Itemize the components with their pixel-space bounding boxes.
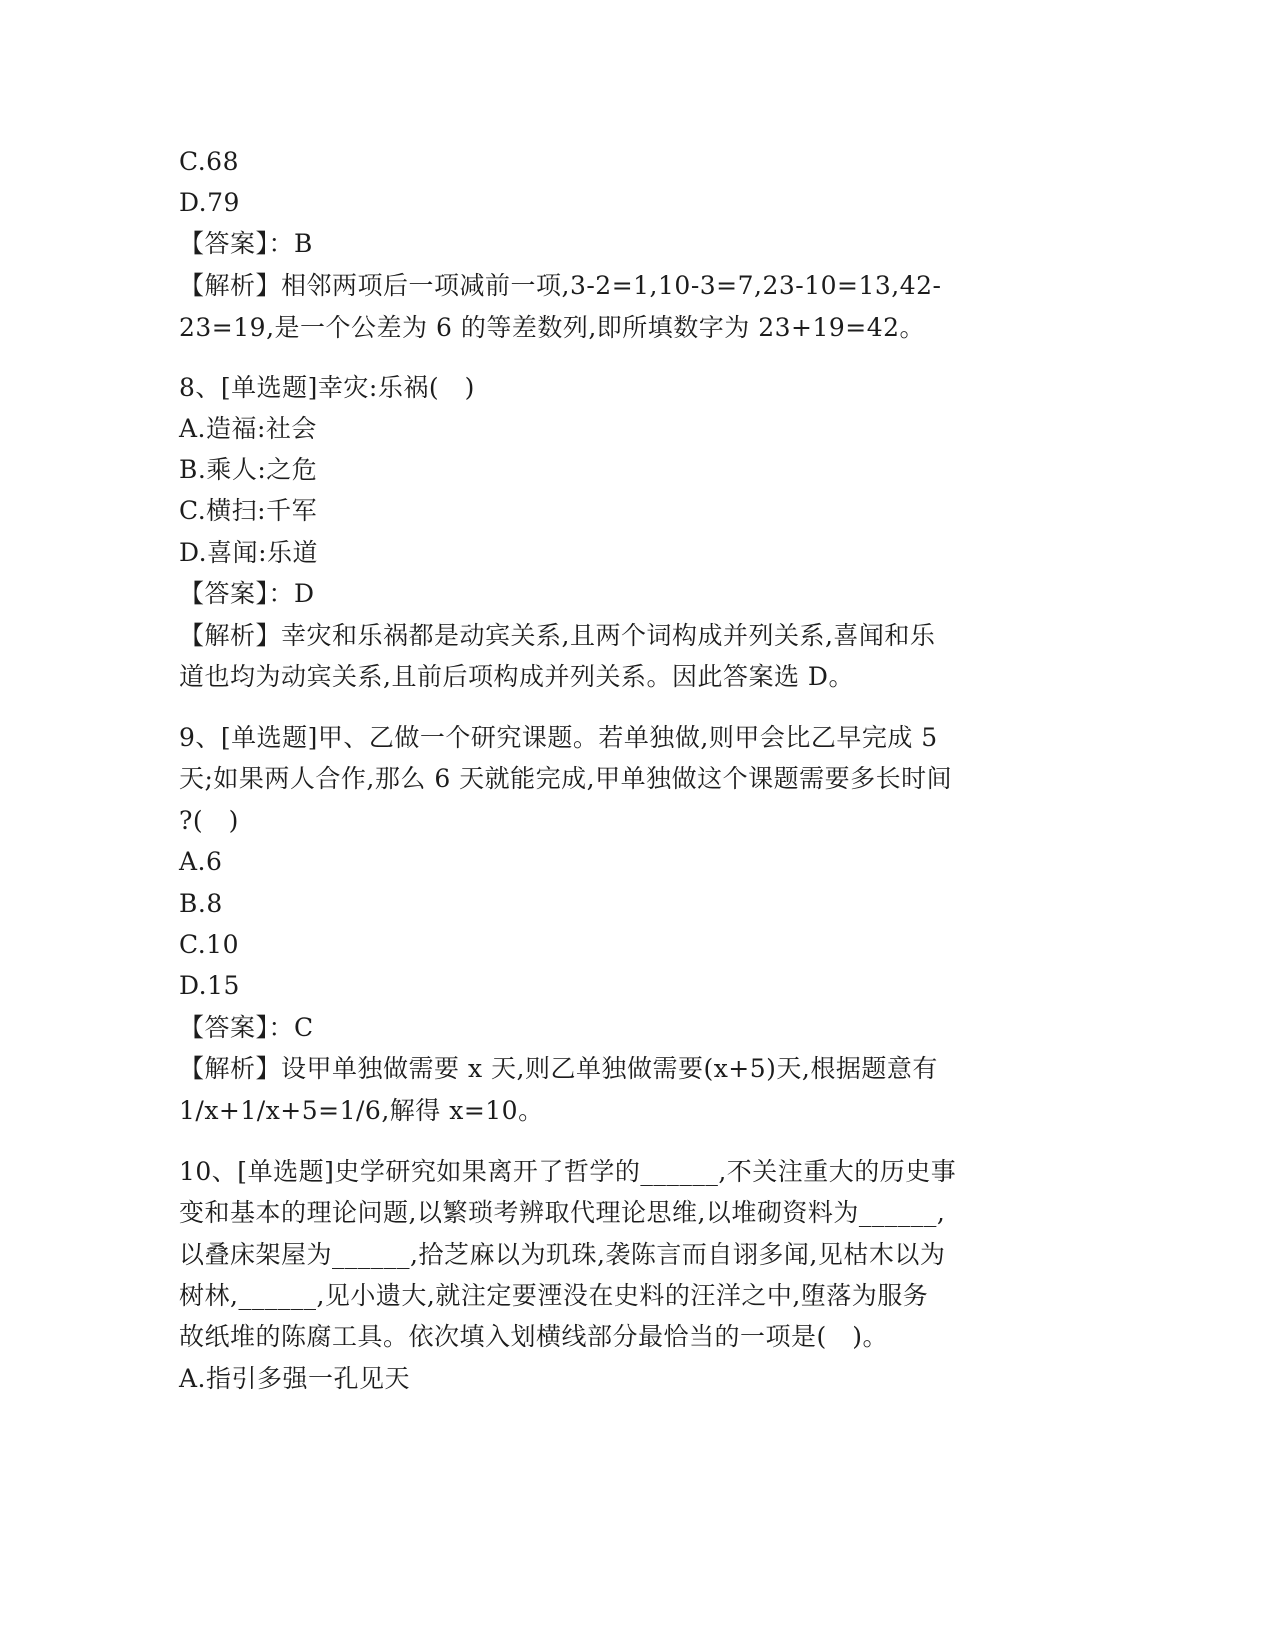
q7-analysis-line2: 23=19,是一个公差为 6 的等差数列,即所填数字为 23+19=42。 xyxy=(179,313,926,342)
q9-option-c: C.10 xyxy=(179,930,239,959)
q8-option-a: A.造福:社会 xyxy=(179,414,317,443)
q7-analysis-line1: 【解析】相邻两项后一项减前一项,3-2=1,10-3=7,23-10=13,42- xyxy=(179,271,942,300)
q9-answer: 【答案】：C xyxy=(179,1013,314,1042)
q9-analysis-line2: 1/x+1/x+5=1/6,解得 x=10。 xyxy=(179,1096,544,1125)
q10-stem-line1: 10、[单选题]史学研究如果离开了哲学的______,不关注重大的历史事 xyxy=(179,1157,957,1186)
q10-stem-line5: 故纸堆的陈腐工具。依次填入划横线部分最恰当的一项是( )。 xyxy=(179,1322,889,1351)
q8-analysis-line1: 【解析】幸灾和乐祸都是动宾关系,且两个词构成并列关系,喜闻和乐 xyxy=(179,621,936,650)
q8-answer: 【答案】：D xyxy=(179,579,315,608)
q8-analysis-line2: 道也均为动宾关系,且前后项构成并列关系。因此答案选 D。 xyxy=(179,662,854,691)
q10-option-a: A.指引多强一孔见天 xyxy=(179,1364,411,1393)
q8-option-d: D.喜闻:乐道 xyxy=(179,538,319,567)
q9-option-b: B.8 xyxy=(179,889,223,918)
q10-stem-line2: 变和基本的理论问题,以繁琐考辨取代理论思维,以堆砌资料为______, xyxy=(179,1198,946,1227)
q9-stem-line2: 天;如果两人合作,那么 6 天就能完成,甲单独做这个课题需要多长时间 xyxy=(179,764,953,793)
q9-analysis-line1: 【解析】设甲单独做需要 x 天,则乙单独做需要(x+5)天,根据题意有 xyxy=(179,1054,938,1083)
q9-stem-line1: 9、[单选题]甲、乙做一个研究课题。若单独做,则甲会比乙早完成 5 xyxy=(179,723,938,752)
q8-stem: 8、[单选题]幸灾:乐祸( ) xyxy=(179,373,475,402)
q10-stem-line4: 树林,______,见小遗大,就注定要湮没在史料的汪洋之中,堕落为服务 xyxy=(179,1281,929,1310)
q9-option-a: A.6 xyxy=(179,847,223,876)
q7-answer: 【答案】：B xyxy=(179,229,313,258)
q8-option-c: C.横扫:千军 xyxy=(179,496,318,525)
q7-option-c: C.68 xyxy=(179,147,239,176)
q8-option-b: B.乘人:之危 xyxy=(179,455,318,484)
q10-stem-line3: 以叠床架屋为______,拾芝麻以为玑珠,袭陈言而自诩多闻,见枯木以为 xyxy=(179,1240,946,1269)
q9-stem-line3: ?( ) xyxy=(179,806,239,835)
q7-option-d: D.79 xyxy=(179,188,240,217)
q9-option-d: D.15 xyxy=(179,971,240,1000)
